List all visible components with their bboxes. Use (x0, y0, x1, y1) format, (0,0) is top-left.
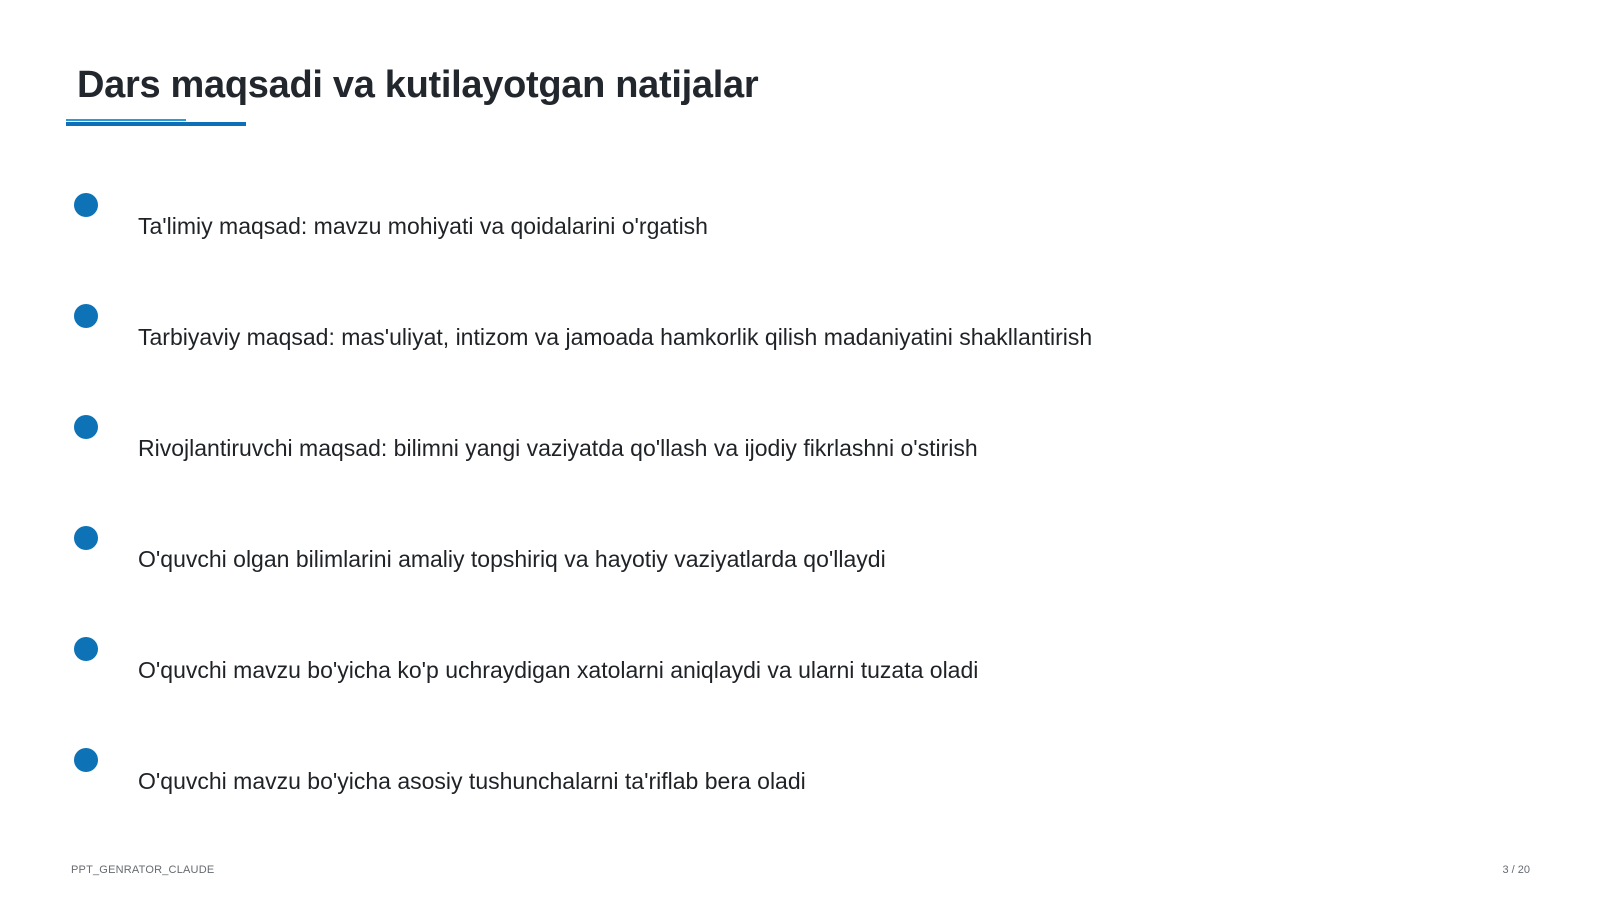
list-item (0, 193, 1300, 253)
list-item (0, 304, 1300, 364)
bullet-dot-icon (74, 526, 98, 550)
list-item (0, 637, 1300, 697)
bullet-text: O'quvchi mavzu bo'yicha asosiy tushunchalarni ta'riflab bera oladi (138, 768, 806, 794)
bullet-text: Ta'limiy maqsad: mavzu mohiyati va qoidalarini o'rgatish (138, 213, 708, 239)
bullet-dot-icon (74, 304, 98, 328)
slide-title: Dars maqsadi va kutilayotgan natijalar (77, 64, 759, 106)
list-item (0, 748, 1300, 808)
bullet-dot-icon (74, 415, 98, 439)
list-item (0, 415, 1300, 475)
bullet-text: O'quvchi olgan bilimlarini amaliy topshiriq va hayotiy vaziyatlarda qo'llaydi (138, 546, 886, 572)
bullet-text: Rivojlantiruvchi maqsad: bilimni yangi vaziyatda qo'llash va ijodiy fikrlashni o'stirish (138, 435, 978, 461)
bullet-text: O'quvchi mavzu bo'yicha ko'p uchraydigan xatolarni aniqlaydi va ularni tuzata oladi (138, 657, 979, 683)
list-item (0, 526, 1300, 586)
bullet-text: Tarbiyaviy maqsad: mas'uliyat, intizom va jamoada hamkorlik qilish madaniyatini shakllantirish (138, 324, 1093, 350)
bullet-dot-icon (74, 193, 98, 217)
bullet-dot-icon (74, 637, 98, 661)
bullet-dot-icon (74, 748, 98, 772)
page-number: 3 / 20 (1502, 864, 1530, 876)
footer-source: PPT_GENRATOR_CLAUDE (71, 864, 215, 876)
